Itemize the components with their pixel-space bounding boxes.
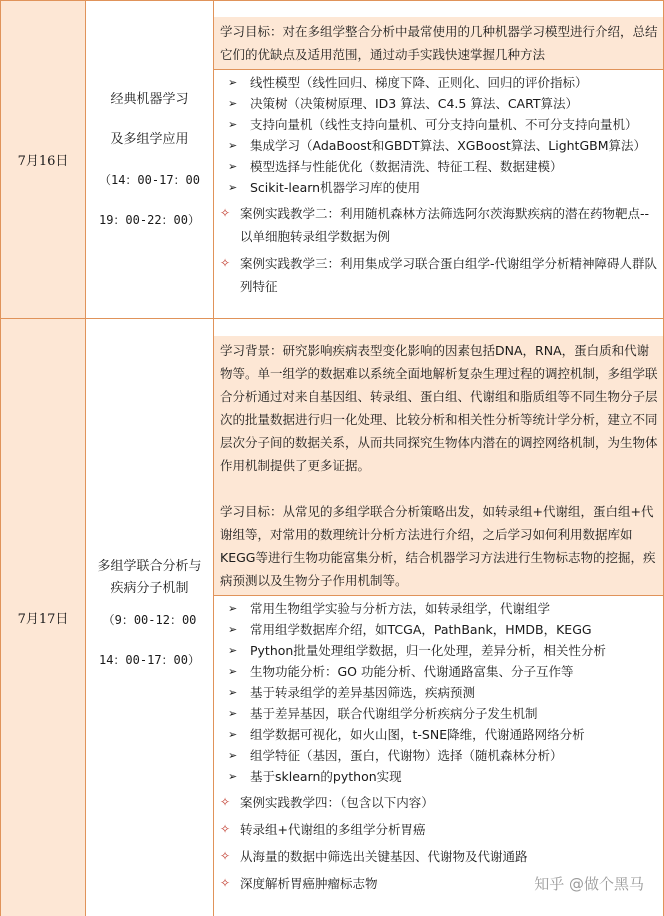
list-item [224,177,659,198]
case-item [218,202,659,248]
list-item [224,724,659,745]
session-time: 14：00-17：00） [98,652,201,667]
sparkle-bullet-icon: ✧ [220,822,231,836]
topic-list [214,596,663,787]
session-time: 19：00-22：00） [98,212,201,227]
topic-title-line: 疾病分子机制 [110,580,189,596]
list-item [224,619,659,640]
topic-title-line: 及多组学应用 [110,131,189,147]
learning-goal-block [214,17,663,70]
date-label: 7月16日 [17,154,69,169]
arrow-bullet-icon: ➢ [228,118,238,131]
session-time: （9：00-12：00 [102,612,197,627]
list-item-text: Python批量处理组学数据，归一化处理，差异分析，相关性分析 [250,643,606,658]
list-item [224,682,659,703]
list-item-text: 支持向量机（线性支持向量机、可分支持向量机、不可分支持向量机） [250,117,638,132]
schedule-row-jul17 [1,319,664,916]
arrow-bullet-icon: ➢ [228,160,238,173]
case-item [218,791,659,814]
case-item [218,845,659,868]
learning-goal: 学习目标：从常见的多组学联合分析策略出发，如转录组+代谢组，蛋白组+代谢组等，对常用的数理统计分析方法进行介绍，之后学习如何利用数据库如KEGG等进行生物功能富集分析，结合机器学习方法进行生物标志物的挖掘，疾病预测以及生物分子作用机制等。 [220,504,656,588]
list-item [224,661,659,682]
list-item-text: 组学特征（基因，蛋白，代谢物）选择（随机森林分析） [250,748,563,763]
list-item-text: 决策树（决策树原理、ID3 算法、C4.5 算法、CART算法） [250,96,579,111]
arrow-bullet-icon: ➢ [228,770,238,783]
arrow-bullet-icon: ➢ [228,749,238,762]
list-item-text: 线性模型（线性回归、梯度下降、正则化、回归的评价指标） [250,75,588,90]
case-item-text: 案例实践教学三：利用集成学习联合蛋白组学-代谢组学分析精神障碍人群队列特征 [240,256,658,294]
arrow-bullet-icon: ➢ [228,623,238,636]
watermark: 知乎 @做个黑马 [534,875,644,893]
arrow-bullet-icon: ➢ [228,707,238,720]
topic-cell [86,319,214,916]
list-item [224,598,659,619]
arrow-bullet-icon: ➢ [228,728,238,741]
case-list [214,202,663,302]
list-item-text: 模型选择与性能优化（数据清洗、特征工程、数据建模） [250,159,563,174]
list-item-text: Scikit-learn机器学习库的使用 [250,180,421,195]
case-item-text: 案例实践教学二：利用随机森林方法筛选阿尔茨海默疾病的潜在药物靶点--以单细胞转录组学数据为例 [240,206,650,244]
list-item-text: 基于转录组学的差异基因筛选，疾病预测 [250,685,476,700]
topic-title-line: 多组学联合分析与 [97,558,202,574]
arrow-bullet-icon: ➢ [228,181,238,194]
list-item [224,766,659,787]
list-item [224,640,659,661]
arrow-bullet-icon: ➢ [228,644,238,657]
arrow-bullet-icon: ➢ [228,139,238,152]
topic-title-line: 经典机器学习 [110,91,189,107]
session-time: （14：00-17：00 [98,172,201,187]
learning-goal: 学习目标：对在多组学整合分析中最常使用的几种机器学习模型进行介绍，总结它们的优缺点及适用范围，通过动手实践快速掌握几种方法 [220,24,658,62]
case-item-text: 深度解析胃癌肿瘤标志物 [240,876,378,891]
list-item [224,135,659,156]
date-label: 7月17日 [17,612,69,627]
list-item-text: 基于sklearn的python实现 [250,769,402,784]
arrow-bullet-icon: ➢ [228,97,238,110]
content-cell [214,319,664,916]
case-item-text: 案例实践教学四：（包含以下内容） [240,795,434,810]
list-item [224,93,659,114]
content-cell [214,1,664,319]
list-item-text: 基于差异基因，联合代谢组学分析疾病分子发生机制 [250,706,538,721]
list-item-text: 组学数据可视化，如火山图，t-SNE降维，代谢通路网络分析 [250,727,585,742]
list-item [224,156,659,177]
list-item-text: 常用生物组学实验与分析方法，如转录组学，代谢组学 [250,601,551,616]
sparkle-bullet-icon: ✧ [220,876,231,890]
case-item-text: 从海量的数据中筛选出关键基因、代谢物及代谢通路 [240,849,528,864]
list-item [224,72,659,93]
list-item [224,114,659,135]
date-cell [1,319,86,916]
sparkle-bullet-icon: ✧ [220,206,231,220]
topic-cell [86,1,214,319]
sparkle-bullet-icon: ✧ [220,849,231,863]
topic-list [214,70,663,198]
case-item [218,818,659,841]
learning-background-block [214,336,663,596]
list-item-text: 生物功能分析：GO 功能分析、代谢通路富集、分子互作等 [250,664,574,679]
list-item [224,703,659,724]
schedule-row-jul16 [1,1,664,319]
list-item-text: 集成学习（AdaBoost和GBDT算法、XGBoost算法、LightGBM算法） [250,138,647,153]
list-item-text: 常用组学数据库介绍，如TCGA，PathBank，HMDB，KEGG [250,622,592,637]
learning-background: 学习背景：研究影响疾病表型变化影响的因素包括DNA，RNA，蛋白质和代谢物等。单一组学的数据难以系统全面地解析复杂生理过程的调控机制，多组学联合分析通过对来自基因组、转录组、蛋白组、代谢组和脂质组等不同生物分子层次的批量数据进行归一化处理、比较分析和相关性分析等统计学分析，建立不同层次分子间的数据关系，从而共同探究生物体内潜在的调控网络机制，为生物体作用机制提供了更多证据。 [220,343,658,473]
case-item [218,252,659,298]
arrow-bullet-icon: ➢ [228,665,238,678]
arrow-bullet-icon: ➢ [228,76,238,89]
list-item [224,745,659,766]
arrow-bullet-icon: ➢ [228,686,238,699]
sparkle-bullet-icon: ✧ [220,795,231,809]
arrow-bullet-icon: ➢ [228,602,238,615]
case-item-text: 转录组+代谢组的多组学分析胃癌 [240,822,426,837]
date-cell [1,1,86,319]
sparkle-bullet-icon: ✧ [220,256,231,270]
